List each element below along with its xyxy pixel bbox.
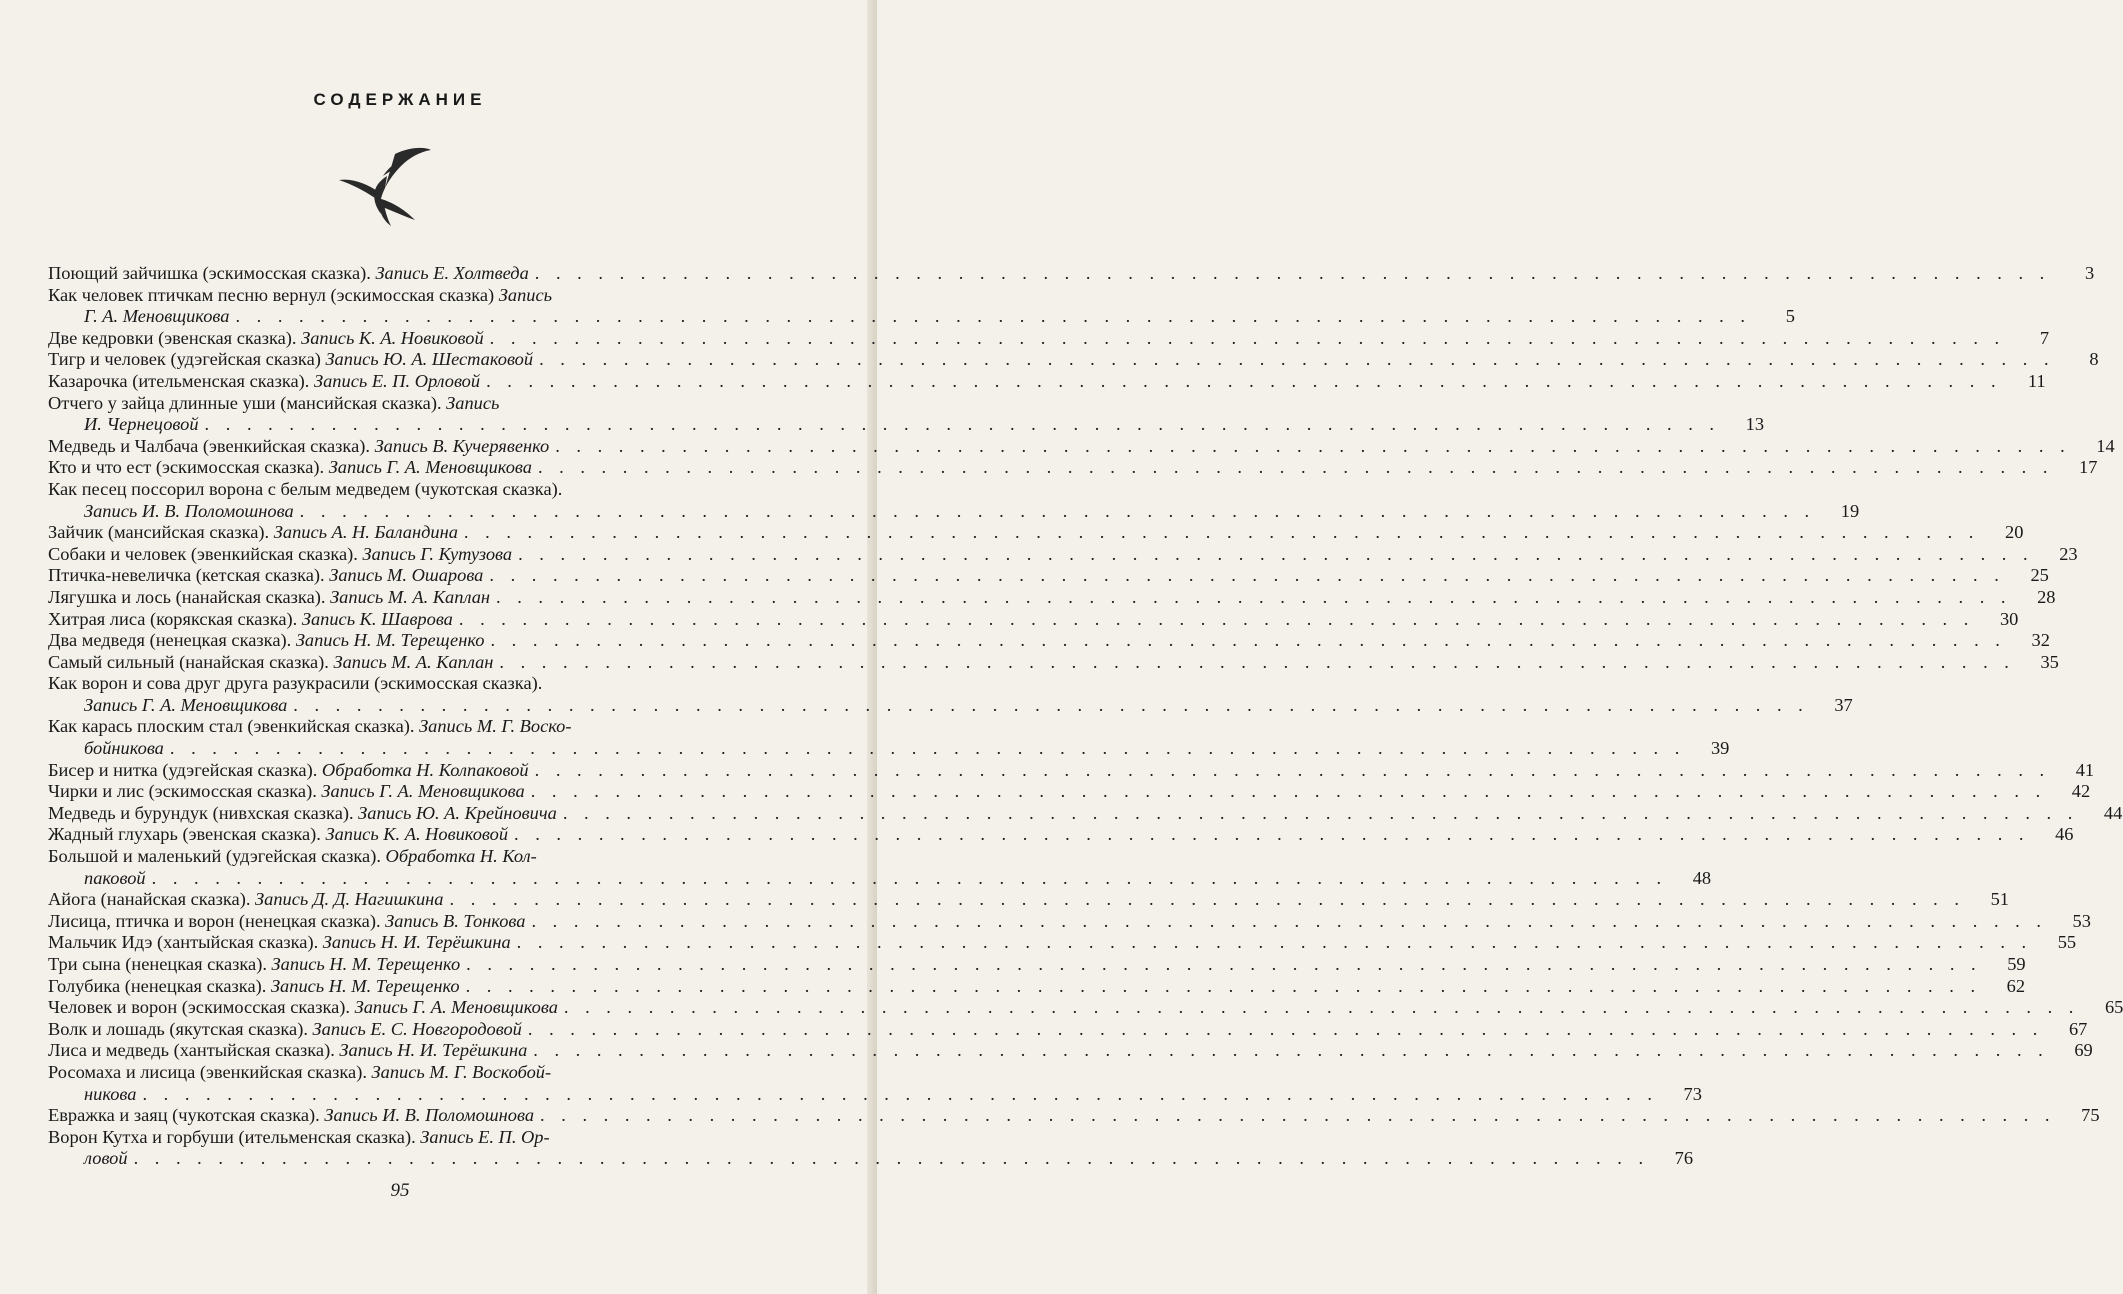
entry-title: Большой и маленький (удэгейская сказка). (48, 846, 386, 867)
leader-dots (522, 1019, 2043, 1041)
entry-record-continued: паковой (84, 867, 146, 888)
toc-entry (48, 392, 1765, 436)
entry-page-number: 35 (2040, 651, 2059, 672)
toc-entry (48, 802, 2123, 825)
entry-title: Казарочка (ительменская сказка). (48, 370, 314, 391)
entry-record-continued: Запись Г. А. Меновщикова (84, 694, 288, 715)
entry-record: Запись Г. А. Меновщикова (321, 781, 525, 802)
toc-entry (48, 608, 2019, 631)
leader-dots (534, 1105, 2055, 1127)
entry-page-number: 73 (1683, 1083, 1702, 1104)
leader-dots (525, 911, 2046, 933)
entry-page-number: 25 (2030, 565, 2049, 586)
table-of-contents (48, 263, 2123, 1170)
entry-page-number: 23 (2059, 543, 2078, 564)
entry-page-number: 8 (2089, 349, 2099, 370)
entry-page-number: 44 (2103, 802, 2123, 823)
leader-dots (199, 414, 1720, 436)
entry-record: Запись В. Тонкова (385, 910, 526, 931)
entry-title: Кто и что ест (эскимосская сказка). (48, 457, 329, 478)
entry-page-number: 69 (2074, 1040, 2093, 1061)
entry-title: Как ворон и сова друг друга разукрасили (эскимосская сказка). (48, 673, 543, 694)
toc-entry (48, 716, 1730, 759)
leader-dots (493, 652, 2014, 674)
entry-record: Запись М. А. Каплан (330, 586, 491, 607)
entry-record: Запись (446, 392, 500, 413)
entry-record: Запись Н. М. Терещенко (295, 630, 485, 651)
leader-dots (294, 501, 1815, 523)
entry-record: Запись М. Г. Воско- (419, 716, 572, 737)
entry-record: Запись Е. Холтведа (375, 263, 529, 283)
toc-entry (48, 1018, 2088, 1041)
leader-dots (128, 1148, 1649, 1170)
toc-entry (48, 932, 2077, 954)
toc-entry (48, 781, 2091, 803)
entry-page-number: 17 (2079, 457, 2098, 478)
entry-title: Голубика (ненецкая сказка). (48, 975, 271, 996)
entry-page-number: 39 (1710, 738, 1730, 759)
toc-entry (48, 263, 2095, 285)
entry-page-number: 53 (2072, 910, 2091, 931)
toc-entry (48, 435, 2115, 458)
toc-entry (48, 1105, 2100, 1127)
leader-dots (164, 738, 1685, 760)
entry-title: Росомаха и лисица (эвенкийская сказка). (48, 1061, 372, 1082)
leader-dots (511, 932, 2032, 954)
entry-record: Запись Н. И. Терёшкина (339, 1040, 528, 1061)
leader-dots (512, 544, 2033, 566)
entry-record: Запись К. А. Новиковой (301, 327, 484, 348)
entry-record: Запись Н. М. Терещенко (271, 954, 461, 974)
toc-entry (48, 651, 2059, 674)
entry-title: Отчего у зайца длинные уши (мансийская сказка). (48, 392, 447, 413)
entry-record: Запись К. Шаврова (301, 608, 453, 629)
entry-page-number: 41 (2075, 759, 2095, 780)
entry-title: Хитрая лиса (корякская сказка). (48, 608, 302, 629)
entry-page-number: 76 (1674, 1148, 1694, 1169)
page-number: 95 (390, 1180, 410, 1201)
entry-page-number: 5 (1785, 306, 1795, 327)
entry-page-number: 67 (2068, 1018, 2088, 1039)
toc-entry (48, 370, 2046, 393)
entry-record: Обработка Н. Колпаковой (321, 759, 529, 780)
toc-entry (48, 284, 1795, 328)
leader-dots (529, 760, 2050, 782)
leader-dots (484, 630, 2005, 652)
leader-dots (444, 889, 1965, 911)
entry-page-number: 55 (2057, 932, 2077, 953)
entry-record: Запись К. А. Новиковой (325, 824, 509, 845)
entry-page-number: 32 (2031, 630, 2050, 651)
leader-dots (557, 803, 2078, 825)
entry-page-number: 48 (1692, 867, 1712, 888)
entry-page-number: 51 (1990, 889, 2009, 910)
entry-page-number: 13 (1745, 414, 1765, 435)
toc-entry (48, 910, 2091, 933)
entry-record: Запись И. В. Поломошнова (324, 1105, 535, 1126)
entry-page-number: 75 (2081, 1105, 2100, 1126)
entry-title: Ворон Кутха и горбуши (ительменская сказка). (48, 1126, 421, 1147)
entry-title: Чирки и лис (эскимосская сказка). (48, 781, 322, 802)
leader-dots (453, 609, 1974, 631)
entry-page-number: 62 (2006, 975, 2026, 996)
entry-title: Птичка-невеличка (кетская сказка). (48, 565, 330, 586)
leader-dots (483, 565, 2004, 587)
entry-title: Как карась плоским стал (эвенкийская сказка). (48, 716, 420, 737)
leader-dots (460, 976, 1981, 998)
entry-record: Запись Н. М. Терещенко (270, 975, 460, 996)
entry-title: Медведь и бурундук (нивхская сказка). (48, 802, 359, 823)
entry-title: Лягушка и лось (нанайская сказка). (48, 586, 331, 607)
entry-record: Запись Е. С. Новгородовой (312, 1018, 522, 1039)
entry-title: Человек и ворон (эскимосская сказка). (48, 997, 355, 1018)
toc-entry (48, 997, 2123, 1019)
toc-entry (48, 824, 2074, 846)
leader-dots (558, 997, 2079, 1019)
entry-page-number: 37 (1834, 694, 1853, 715)
toc-entry (48, 522, 2024, 544)
leader-dots (287, 695, 1808, 717)
entry-record: Обработка Н. Кол- (385, 846, 537, 867)
entry-title: Мальчик Идэ (хантыйская сказка). (48, 932, 323, 953)
entry-record: Запись Ю. А. Крейновича (358, 802, 557, 823)
entry-record: Запись Д. Д. Нагишкина (255, 889, 444, 910)
entry-record: Запись Г. А. Меновщикова (328, 457, 532, 478)
leader-dots (480, 371, 2001, 393)
entry-title: Два медведя (ненецкая сказка). (48, 630, 296, 651)
entry-page-number: 20 (2005, 522, 2024, 543)
toc-entry (48, 349, 2099, 371)
entry-record-continued: бойникова (84, 738, 164, 759)
entry-title: Две кедровки (эвенская сказка). (48, 327, 302, 348)
leader-dots (484, 328, 2005, 350)
entry-record-continued: Запись И. В. Поломошнова (84, 500, 294, 521)
leader-dots (549, 436, 2070, 458)
toc-entry (48, 327, 2050, 350)
entry-page-number: 28 (2037, 586, 2056, 607)
entry-page-number: 65 (2104, 997, 2123, 1018)
entry-record: Запись Н. И. Терёшкина (322, 932, 511, 953)
entry-record: Запись Е. П. Ор- (420, 1126, 550, 1147)
entry-page-number: 46 (2055, 824, 2074, 845)
entry-page-number: 42 (2071, 781, 2091, 802)
leader-dots (490, 587, 2011, 609)
entry-title: Волк и лошадь (якутская сказка). (48, 1018, 313, 1039)
entry-record: Запись (498, 284, 553, 305)
entry-title: Зайчик (мансийская сказка). (48, 522, 274, 543)
toc-entry (48, 954, 2026, 976)
toc-entry (48, 586, 2056, 609)
entry-title: Лисица, птичка и ворон (ненецкая сказка). (48, 910, 386, 931)
leader-dots (532, 457, 2053, 479)
toc-entry (48, 759, 2095, 782)
leader-dots (136, 1084, 1657, 1106)
entry-page-number: 3 (2085, 263, 2095, 283)
toc-entry (48, 889, 2009, 911)
entry-title: Айога (нанайская сказка). (48, 889, 256, 910)
toc-entry (48, 1040, 2093, 1062)
leader-dots (460, 954, 1981, 976)
entry-title: Три сына (ненецкая сказка). (48, 954, 272, 974)
entry-page-number: 59 (2007, 954, 2026, 974)
toc-entry (48, 1126, 1694, 1170)
toc-entry (48, 630, 2050, 652)
entry-record: Запись Г. Кутузова (362, 543, 513, 564)
entry-record: Запись А. Н. Баландина (273, 522, 458, 543)
entry-record: Запись М. Ошарова (329, 565, 484, 586)
entry-record-continued: ловой (84, 1148, 128, 1169)
entry-title: Самый сильный (нанайская сказка). (48, 651, 334, 672)
leader-dots (525, 781, 2046, 803)
leader-dots (529, 263, 2050, 285)
entry-record-continued: И. Чернецовой (84, 414, 199, 435)
entry-record: Запись Ю. А. Шестаковой (325, 349, 534, 370)
entry-title: Поющий зайчишка (эскимосская сказка). (48, 263, 376, 283)
entry-record: Запись В. Кучерявенко (374, 435, 550, 456)
toc-entry (48, 457, 2098, 479)
entry-record: Запись М. А. Каплан (333, 651, 494, 672)
entry-record: Запись М. Г. Воскобой- (371, 1061, 552, 1082)
leader-dots (229, 306, 1750, 328)
toc-entry (48, 975, 2026, 998)
bird-ornament-icon (335, 140, 445, 230)
entry-title: Бисер и нитка (удэгейская сказка). (48, 759, 322, 780)
entry-record: Запись Е. П. Орловой (314, 370, 481, 391)
toc-entry (48, 565, 2049, 587)
leader-dots (508, 824, 2029, 846)
toc-entry (48, 478, 1860, 522)
entry-title: Тигр и человек (удэгейская сказка) (48, 349, 326, 370)
entry-page-number: 19 (1840, 500, 1860, 521)
entry-title: Как песец поссорил ворона с белым медведем (чукотская сказка). (48, 478, 563, 499)
entry-record-continued: Г. А. Меновщикова (84, 306, 230, 327)
entry-record: Запись Г. А. Меновщикова (354, 997, 558, 1018)
toc-entry (48, 543, 2078, 566)
leader-dots (146, 868, 1667, 890)
entry-title: Жадный глухарь (эвенская сказка). (48, 824, 326, 845)
entry-record-continued: никова (84, 1083, 137, 1104)
entry-page-number: 11 (2027, 370, 2046, 391)
entry-page-number: 7 (2039, 327, 2050, 348)
leader-dots (458, 522, 1979, 544)
leader-dots (527, 1040, 2048, 1062)
entry-title: Собаки и человек (эвенкийская сказка). (48, 543, 363, 564)
toc-entry (48, 846, 1712, 889)
entry-page-number: 14 (2096, 435, 2115, 456)
page-title: СОДЕРЖАНИЕ (313, 90, 487, 109)
entry-title: Медведь и Чалбача (эвенкийская сказка). (48, 435, 375, 456)
entry-title: Как человек птичкам песню вернул (эскимосская сказка) (48, 284, 499, 305)
entry-title: Лиса и медведь (хантыйская сказка). (48, 1040, 340, 1061)
toc-entry (48, 673, 1853, 716)
entry-page-number: 30 (1999, 608, 2019, 629)
leader-dots (533, 349, 2054, 371)
toc-entry (48, 1061, 1702, 1105)
entry-title: Евражка и заяц (чукотская сказка). (48, 1105, 325, 1126)
